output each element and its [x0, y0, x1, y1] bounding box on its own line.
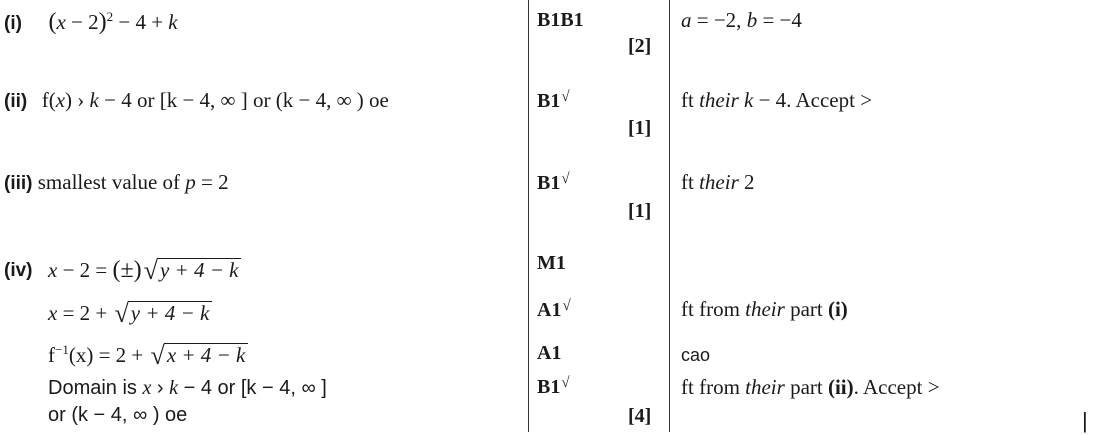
row-iv-mark-b1: B1√: [537, 375, 570, 398]
row-iii-total: [1]: [628, 200, 652, 222]
row-ii-answer: (ii) f(x) › k − 4 or [k − 4, ∞ ] or (k − 4, ∞ ) oe: [4, 88, 389, 112]
row-iii-comment: ft their 2: [681, 170, 755, 194]
row-iv-comment-cao: cao: [681, 345, 711, 365]
row-ii-label: (ii): [4, 91, 28, 112]
row-iii-label: (iii): [4, 173, 33, 194]
row-iv-comment-a1: ft from their part (i): [681, 297, 848, 321]
row-i-label: (i): [4, 13, 22, 34]
row-iv-line2: x = 2 + √y + 4 − k: [48, 299, 212, 325]
row-i-answer: (i) $(x - 2)^2 - 4 + k$: [4, 9, 178, 35]
row-iv-line5: or (k − 4, ∞ ) oe: [48, 404, 188, 426]
row-iii-mark: B1√: [537, 171, 570, 194]
row-iv-label: (iv): [4, 260, 33, 281]
row-i-total: [2]: [628, 35, 652, 57]
check-icon: √: [562, 298, 571, 314]
row-iv-total: [4]: [628, 405, 652, 427]
row-iv-line1: x − 2 = (±)√y + 4 − k: [48, 256, 241, 282]
column-divider-left: [528, 0, 529, 432]
row-iv-mark-a1: A1√: [537, 298, 571, 321]
sqrt-icon: √: [114, 299, 129, 328]
row-iv-line4: Domain is x › k − 4 or [k − 4, ∞ ]: [48, 377, 327, 399]
row-iv-mark-a1b: A1: [537, 342, 562, 364]
row-ii-total: [1]: [628, 117, 652, 139]
row-i-mark: B1B1: [537, 9, 584, 31]
check-icon: √: [561, 171, 570, 187]
row-ii-mark: B1√: [537, 89, 570, 112]
check-icon: √: [561, 375, 570, 391]
row-iv-mark-m1: M1: [537, 252, 566, 274]
row-i-comment: a = −2, b = −4: [681, 8, 802, 32]
sqrt-icon: √: [150, 341, 165, 370]
row-iv-line3: $f^{-1}(x) = 2 + √x + 4 - k$: [48, 341, 248, 367]
row-iii-answer: (iii) smallest value of p = 2: [4, 170, 229, 194]
text-cursor: |: [1082, 408, 1088, 433]
row-ii-comment: ft their k − 4. Accept >: [681, 88, 873, 112]
sqrt-icon: √: [143, 256, 158, 285]
check-icon: √: [561, 89, 570, 105]
row-iv-comment-b1: ft from their part (ii). Accept >: [681, 375, 940, 399]
column-divider-right: [669, 0, 670, 432]
